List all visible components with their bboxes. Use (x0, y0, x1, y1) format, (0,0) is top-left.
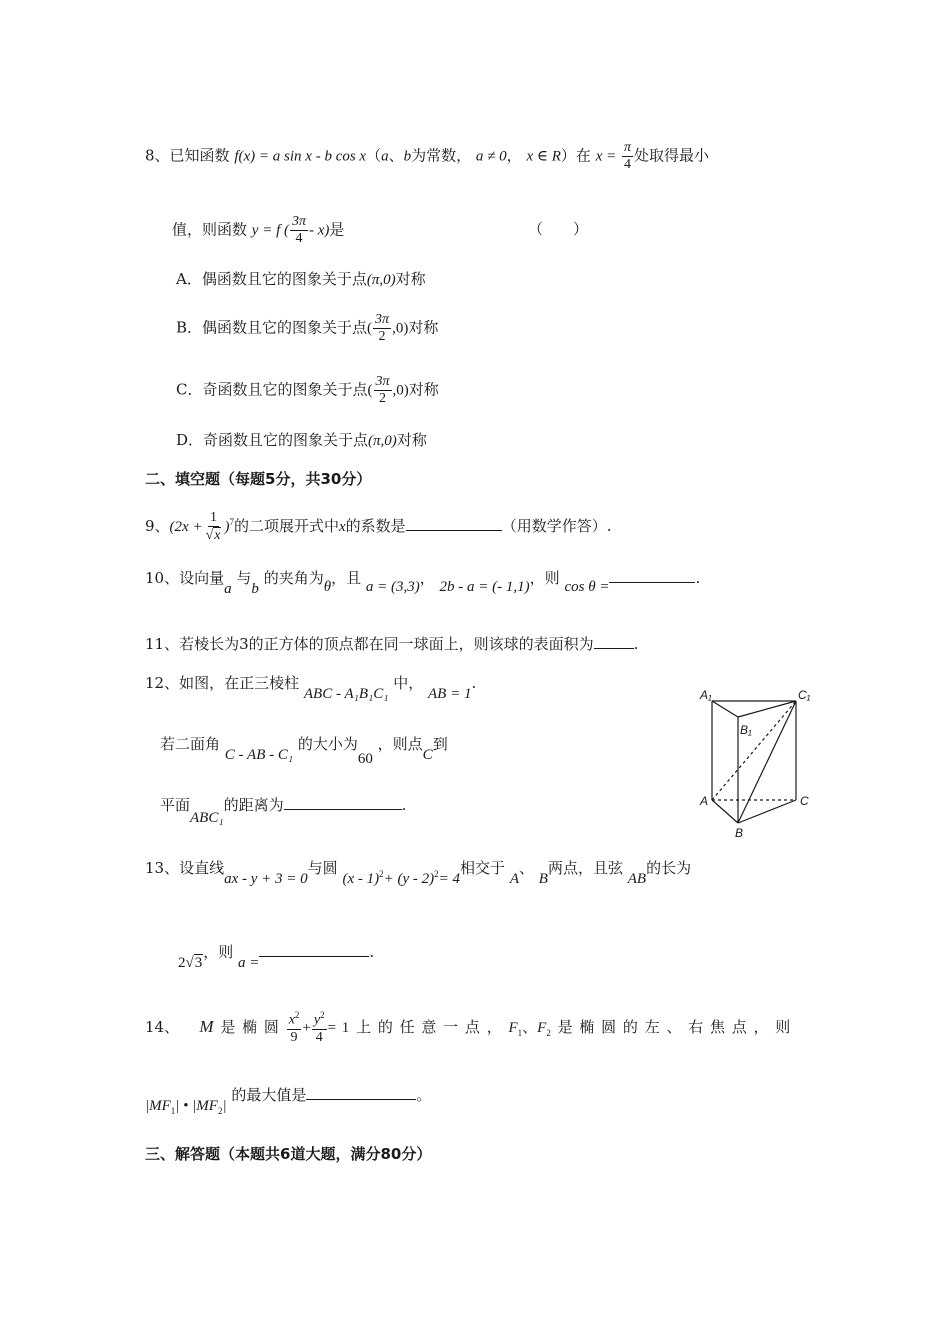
edge-ac1-hidden (712, 701, 796, 800)
q8-func: f(x) = a sin x - b cos x (234, 148, 367, 165)
q11-answer-blank[interactable] (594, 636, 634, 649)
q8-option-c[interactable]: C．奇函数且它的图象关于点( $\frac{3\pi}{2}$ ,0)对称 (176, 374, 439, 407)
q8-option-b[interactable]: B．偶函数且它的图象关于点( $\frac{3\pi}{2}$ ,0)对称 (176, 312, 439, 345)
option-c-fraction: $\frac{3\pi}{2}$ (375, 374, 390, 407)
q8-line1: 8、已知函数 f(x) = a sin x - b cos x（a、b为常数， a ≠ 0， x ∈ R）在 x = $\frac{\pi}{4}$ 处取得最小 (145, 140, 710, 173)
q8-fraction-pi-4: $\frac{\pi}{4}$ (624, 140, 632, 173)
q13-circle-eq: (x - 1)$^2$+ (y - 2)$^2$= 4 (342, 869, 461, 887)
q12-line1: 12、如图，在正三棱柱 ABC - A₁B₁C₁ 中， AB = 1. (145, 674, 477, 702)
edge-b1c1 (738, 701, 796, 717)
label-b1: B₁ (740, 723, 752, 737)
q10-answer-blank[interactable] (609, 570, 695, 583)
option-b-fraction: $\frac{3\pi}{2}$ (375, 312, 390, 345)
q8-option-d[interactable]: D．奇函数且它的图象关于点(π,0)对称 (176, 431, 427, 449)
edge-bc1 (738, 701, 796, 823)
edge-ab (712, 800, 738, 823)
q14-line1: 14、 M 是 椭 圆 $\frac{x^2}{9}$ + $\frac{y^2}{4}$ = 1 上 的 任 意 一 点 ， $F_1$、$F_2$ 是 椭 圆 的 左 、 右 焦 点 ， 则 (145, 1010, 791, 1045)
label-c: C (800, 794, 809, 808)
section-3-heading: 三、解答题（本题共6道大题，满分80分） (145, 1145, 432, 1163)
q13-answer-blank[interactable] (259, 944, 369, 957)
label-a: A (700, 794, 709, 808)
q13-line2: 2√3，则 a =. (178, 943, 375, 971)
q14-y2-over-4: $\frac{y^2}{4}$ (313, 1010, 325, 1045)
q12-line2: 若二面角 C - AB - C₁ 的大小为60 ，则点C到 (160, 735, 448, 767)
q9: 9、(2x + $\frac{1}{√x}$ )$^7$的二项展开式中x的系数是 （用数学作答）. (145, 510, 612, 544)
q8-fraction-3pi-4: $\frac{3\pi}{4}$ (292, 214, 307, 247)
q14-answer-blank[interactable] (306, 1087, 416, 1100)
label-a1: A₁ (700, 688, 712, 702)
edge-a1b1 (712, 701, 738, 717)
q11: 11、若棱长为3的正方体的顶点都在同一球面上，则该球的表面积为 . (145, 635, 639, 653)
section-2-heading: 二、填空题（每题5分，共30分） (145, 470, 372, 488)
label-c1: C₁ (798, 688, 811, 702)
q12-answer-blank[interactable] (284, 797, 402, 810)
q8-option-a[interactable]: A．偶函数且它的图象关于点(π,0)对称 (176, 270, 426, 288)
q12-line3: 平面ABC₁的距离为 . (160, 796, 407, 826)
label-b: B (735, 826, 744, 840)
q14-product: $|MF_1|$ • $|MF_2|$ (145, 1098, 227, 1116)
q8-line2: 值，则函数 y = f ( $\frac{3\pi}{4}$ - x)是 (172, 214, 345, 247)
q14-line2: $|MF_1|$ • $|MF_2|$ 的最大值是 。 (145, 1086, 432, 1116)
q14-x2-over-9: $\frac{x^2}{9}$ (288, 1010, 300, 1045)
q9-answer-blank[interactable] (406, 518, 502, 531)
q9-fraction: $\frac{1}{√x}$ (205, 510, 221, 544)
q13-line1: 13、设直线ax - y + 3 = 0与圆 (x - 1)$^2$+ (y - 2)$^2$= 4相交于 A、 B两点，且弦 AB的长为 (145, 859, 692, 887)
q10: 10、设向量a 与b 的夹角为θ，且 a = (3,3)， 2b - a = (- 1,1)，则 cos θ = . (145, 569, 701, 597)
q8-answer-paren: （ ） (528, 220, 589, 238)
prism-figure (690, 685, 820, 845)
